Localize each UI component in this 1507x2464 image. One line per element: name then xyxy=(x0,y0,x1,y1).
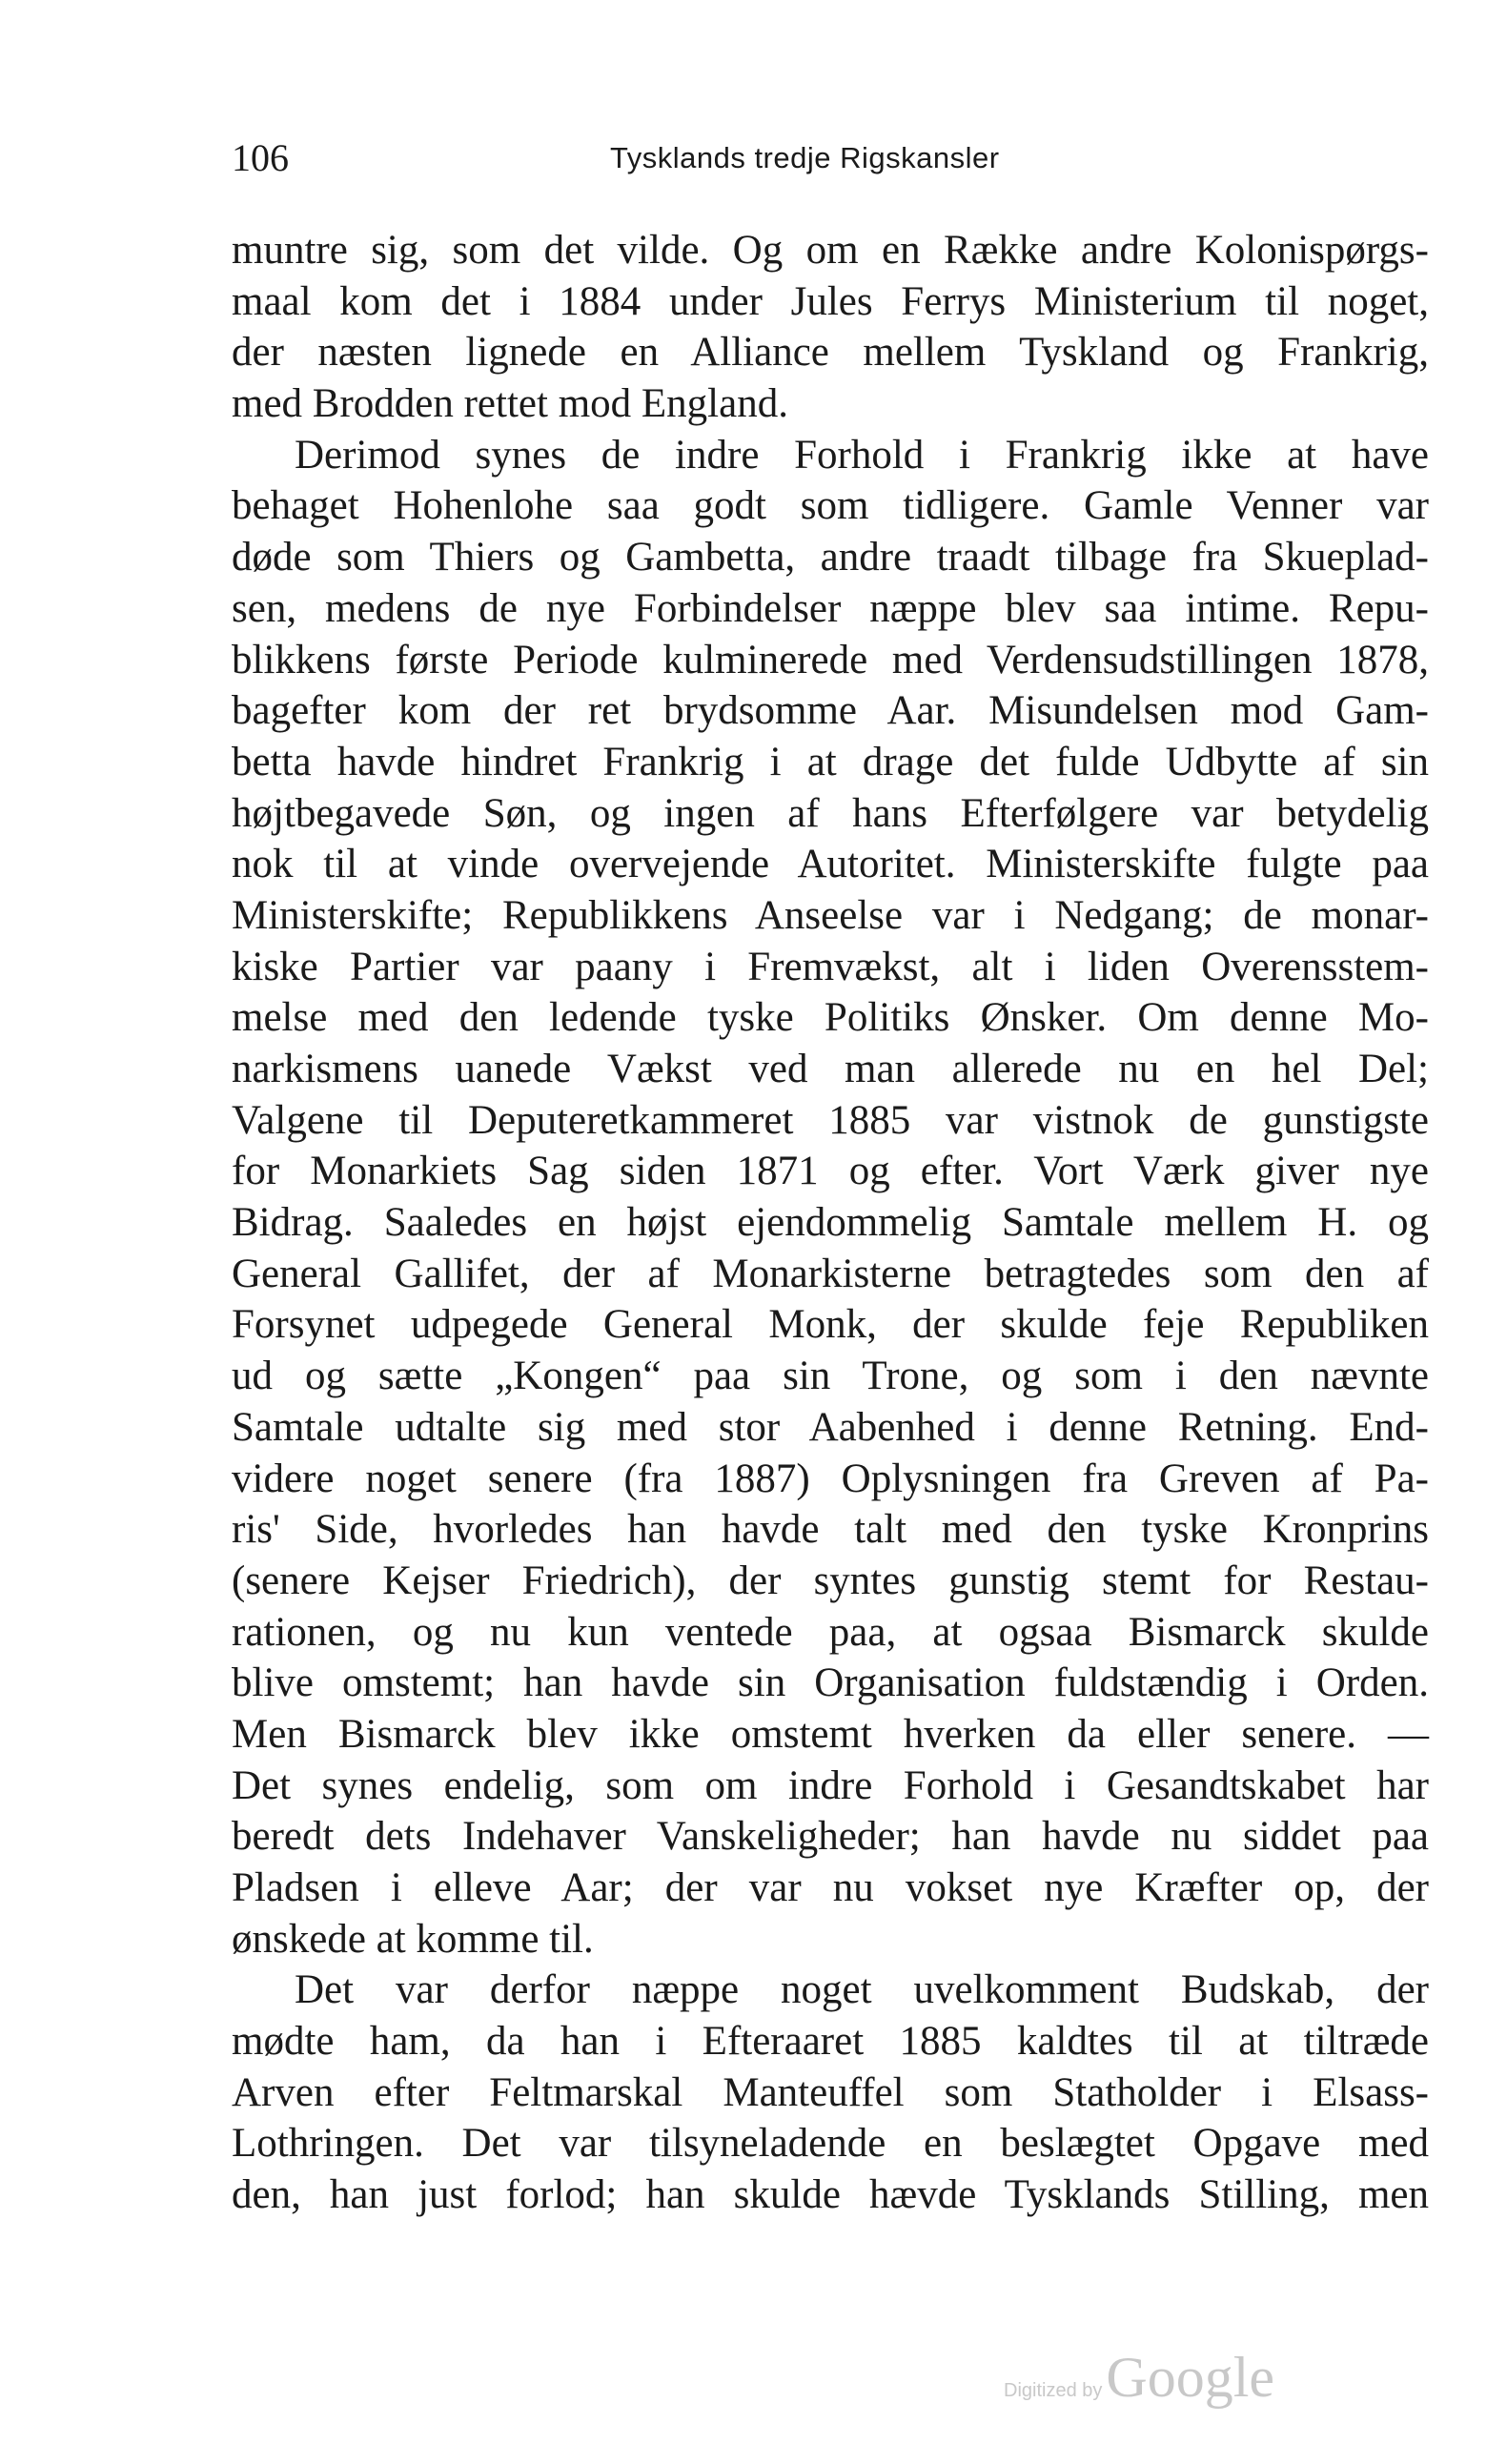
text-line: Pladsen i elleve Aar; der var nu vokset nye Kræfter op, der xyxy=(232,1865,1429,1910)
text-line: bagefter kom der ret brydsomme Aar. Misundelsen mod Gam- xyxy=(232,688,1429,734)
text-line: Men Bismarck blev ikke omstemt hverken da eller senere. — xyxy=(232,1711,1429,1757)
body-text xyxy=(232,225,1429,2221)
page-number: 106 xyxy=(232,136,289,179)
text-line: rationen, og nu kun ventede paa, at ogsaa Bismarck skulde xyxy=(232,1609,1429,1655)
watermark-brand: Google xyxy=(1106,2346,1275,2409)
text-line: døde som Thiers og Gambetta, andre traadt tilbage fra Skueplad- xyxy=(232,535,1429,580)
digitized-watermark xyxy=(1004,2345,1274,2411)
text-line: muntre sig, som det vilde. Og om en Række andre Kolonispørgs- xyxy=(232,228,1429,273)
text-line: højtbegavede Søn, og ingen af hans Efterfølgere var betydelig xyxy=(232,790,1429,836)
text-line: nok til at vinde overvejende Autoritet. Ministerskifte fulgte paa xyxy=(232,842,1429,887)
text-line: Derimod synes de indre Forhold i Frankrig ikke at have xyxy=(295,432,1429,478)
text-line: den, han just forlod; han skulde hævde Tysklands Stilling, men xyxy=(232,2172,1429,2218)
text-line: Forsynet udpegede General Monk, der skulde feje Republiken xyxy=(232,1302,1429,1348)
text-line: ud og sætte „Kongen“ paa sin Trone, og som i den nævnte xyxy=(232,1354,1429,1399)
text-line: Ministerskifte; Republikkens Anseelse var i Nedgang; de monar- xyxy=(232,892,1429,938)
text-line: narkismens uanede Vækst ved man allerede nu en hel Del; xyxy=(232,1047,1429,1091)
text-line: Lothringen. Det var tilsyneladende en beslægtet Opgave med xyxy=(232,2121,1429,2167)
text-line: kiske Partier var paany i Fremvækst, alt i liden Overensstem- xyxy=(232,944,1429,989)
running-title: Tysklands tredje Rigskansler xyxy=(610,141,1000,174)
text-line: ønskede at komme til. xyxy=(232,1916,594,1962)
text-line: (senere Kejser Friedrich), der syntes gunstig stemt for Restau- xyxy=(232,1558,1429,1603)
text-line: videre noget senere (fra 1887) Oplysningen fra Greven af Pa- xyxy=(232,1456,1429,1501)
text-line: Samtale udtalte sig med stor Aabenhed i denne Retning. End- xyxy=(232,1404,1429,1450)
text-line: mødte ham, da han i Efteraaret 1885 kaldtes til at tiltræde xyxy=(232,2019,1429,2065)
text-line: maal kom det i 1884 under Jules Ferrys Ministerium til noget, xyxy=(232,278,1429,324)
text-line: sen, medens de nye Forbindelser næppe blev saa intime. Repu- xyxy=(232,585,1429,631)
text-line: behaget Hohenlohe saa godt som tidligere. Gamle Venner var xyxy=(232,483,1429,529)
text-line: melse med den ledende tyske Politiks Ønsker. Om denne Mo- xyxy=(232,995,1429,1041)
text-line: blikkens første Periode kulminerede med Verdensudstillingen 1878, xyxy=(232,637,1429,682)
text-line: Det var derfor næppe noget uvelkomment Budskab, der xyxy=(295,1967,1429,2013)
text-line: Det synes endelig, som om indre Forhold i Gesandtskabet har xyxy=(232,1762,1429,1808)
text-line: ris' Side, hvorledes han havde talt med den tyske Kronprins xyxy=(232,1507,1429,1553)
text-line: Valgene til Deputeretkammeret 1885 var vistnok de gunstigste xyxy=(232,1097,1429,1143)
text-line: for Monarkiets Sag siden 1871 og efter. Vort Værk giver nye xyxy=(232,1149,1429,1194)
text-line: beredt dets Indehaver Vanskeligheder; han havde nu siddet paa xyxy=(232,1814,1429,1860)
text-line: med Brodden rettet mod England. xyxy=(232,381,788,427)
text-line: betta havde hindret Frankrig i at drage det fulde Udbytte af sin xyxy=(232,739,1429,784)
watermark-prefix: Digitized by xyxy=(1004,2380,1103,2401)
text-line: General Gallifet, der af Monarkisterne betragtedes som den af xyxy=(232,1251,1429,1296)
text-line: Bidrag. Saaledes en højst ejendommelig Samtale mellem H. og xyxy=(232,1200,1429,1246)
text-line: der næsten lignede en Alliance mellem Tyskland og Frankrig, xyxy=(232,330,1429,376)
text-line: blive omstemt; han havde sin Organisation fuldstændig i Orden. xyxy=(232,1660,1429,1706)
text-line: Arven efter Feltmarskal Manteuffel som Statholder i Elsass- xyxy=(232,2069,1429,2115)
